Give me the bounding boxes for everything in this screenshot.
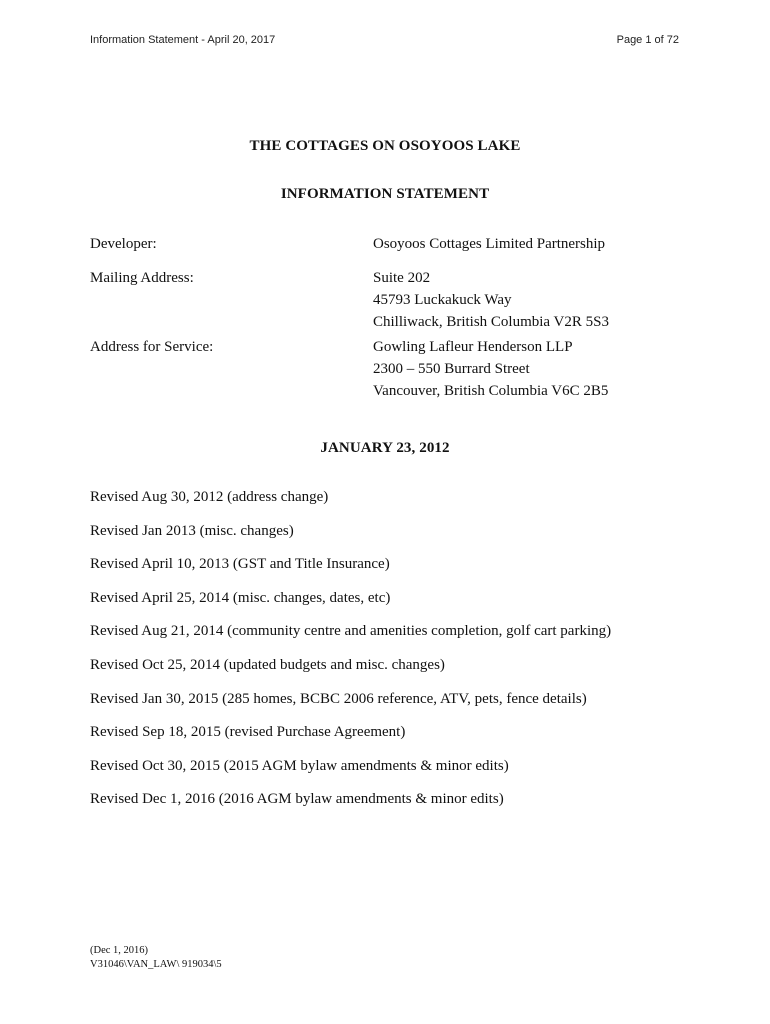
page-footer — [90, 944, 222, 972]
revision-item: Revised Aug 30, 2012 (address change) — [90, 489, 329, 505]
revision-item: Revised Jan 30, 2015 (285 homes, BCBC 2006 reference, ATV, pets, fence details) — [90, 690, 587, 707]
service-address-line: 2300 – 550 Burrard Street — [373, 361, 530, 377]
revision-item: Revised Aug 21, 2014 (community centre and amenities completion, golf cart parking) — [90, 623, 612, 640]
statement-date: JANUARY 23, 2012 — [320, 440, 450, 456]
header-document-title: Information Statement - April 20, 2017 — [90, 34, 276, 46]
revision-item: Revised Sep 18, 2015 (revised Purchase Agreement) — [90, 724, 406, 741]
revision-item: Revised Oct 25, 2014 (updated budgets and misc. changes) — [90, 656, 445, 673]
service-address-line: Gowling Lafleur Henderson LLP — [373, 339, 573, 355]
service-address-line: Vancouver, British Columbia V6C 2B5 — [373, 383, 609, 399]
revision-item: Revised April 10, 2013 (GST and Title Insurance) — [90, 556, 390, 573]
developer-value: Osoyoos Cottages Limited Partnership — [373, 236, 606, 252]
mailing-address-line: 45793 Luckakuck Way — [373, 292, 512, 308]
service-address-value — [373, 336, 608, 402]
mailing-address-line: Suite 202 — [373, 270, 431, 286]
developer-label: Developer: — [90, 236, 157, 252]
footer-document-id: V31046\VAN_LAW\ 919034\5 — [90, 959, 222, 970]
header-page-number: Page 1 of 72 — [616, 34, 679, 46]
service-address-label: Address for Service: — [90, 339, 214, 355]
revision-item: Revised Dec 1, 2016 (2016 AGM bylaw amendments & minor edits) — [90, 791, 504, 808]
revision-item: Revised April 25, 2014 (misc. changes, dates, etc) — [90, 589, 391, 606]
revision-list — [90, 486, 611, 822]
mailing-address-label: Mailing Address: — [90, 270, 194, 286]
revision-item: Revised Jan 2013 (misc. changes) — [90, 522, 294, 539]
revision-item: Revised Oct 30, 2015 (2015 AGM bylaw amendments & minor edits) — [90, 757, 509, 774]
document-title: THE COTTAGES ON OSOYOOS LAKE — [249, 138, 521, 154]
mailing-address-value — [373, 267, 609, 333]
mailing-address-line: Chilliwack, British Columbia V2R 5S3 — [373, 314, 609, 330]
document-subtitle: INFORMATION STATEMENT — [280, 186, 490, 202]
footer-date: (Dec 1, 2016) — [90, 945, 149, 956]
